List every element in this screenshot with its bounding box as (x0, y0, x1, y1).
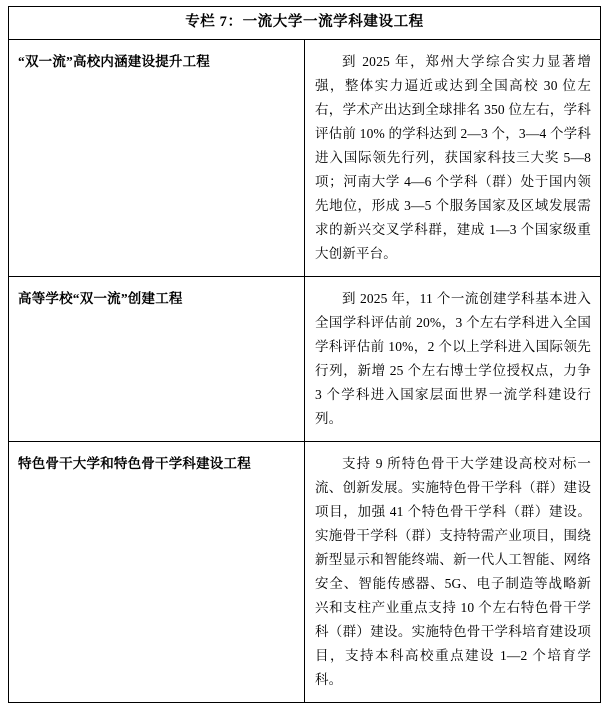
table-row (9, 39, 601, 276)
row-body (305, 442, 601, 703)
table-title: 专栏 7：一流大学一流学科建设工程 (9, 7, 601, 40)
table-title-row (9, 7, 601, 40)
row-label-text: 特色骨干大学和特色骨干学科建设工程 (18, 456, 251, 472)
row-body (305, 276, 601, 441)
row-body-text: 支持 9 所特色骨干大学建设高校对标一流、创新发展。实施特色骨干学科（群）建设项目，加强 41 个特色骨干学科（群）建设。实施骨干学科（群）支持特需产业项目，围绕新型显示和智能终端、新一代人工智能、网络安全、智能传感器、5G、电子制造等战略新兴和支柱产业重点支持 10 个左右特色骨干学科（群）建设。实施特色骨干学科培育建设项目，支持本科高校重点建设 1—2 个培育学科。 (315, 456, 591, 688)
row-body-text: 到 2025 年，郑州大学综合实力显著增强，整体实力逼近或达到全国高校 30 位左右，学术产出达到全球排名 350 位左右，学科评估前 10% 的学科达到 2—3 个，3—4 个学科进入国际领先行列，获国家科技三大奖 5—8 项；河南大学 4—6 个学科（群）处于国内领先地位，形成 3—5 个服务国家及区域发展需求的新兴交叉学科群，建成 1—3 个国家级重大创新平台。 (315, 53, 591, 261)
table-row (9, 442, 601, 703)
row-label-text: 高等学校“双一流”创建工程 (18, 290, 183, 306)
row-body-text: 到 2025 年，11 个一流创建学科基本进入全国学科评估前 20%，3 个左右学科进入全国学科评估前 10%，2 个以上学科进入国际领先行列，新增 25 个左右博士学位授权点，力争 3 个学科进入国家层面世界一流学科建设行列。 (315, 290, 591, 427)
row-body (305, 39, 601, 276)
program-table (8, 6, 601, 703)
row-label (9, 442, 305, 703)
table-row (9, 276, 601, 441)
row-label (9, 276, 305, 441)
row-label (9, 39, 305, 276)
row-label-text: “双一流”高校内涵建设提升工程 (18, 53, 210, 69)
